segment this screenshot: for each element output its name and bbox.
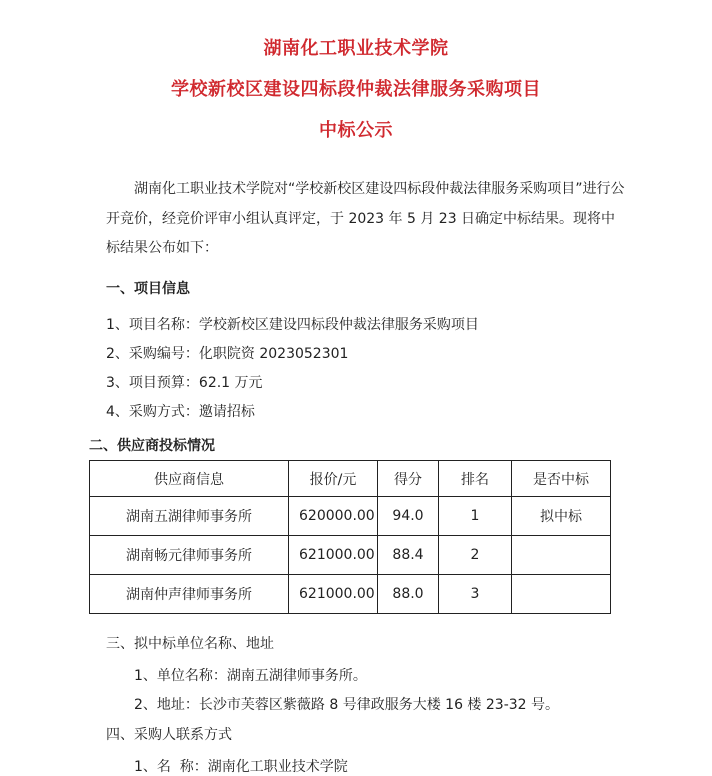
supplier-cell: 湖南畅元律师事务所: [90, 536, 289, 575]
score-cell: 88.4: [378, 536, 439, 575]
project-name-item: 1、项目名称：学校新校区建设四标段仲裁法律服务采购项目: [106, 317, 479, 333]
column-header-rank: 排名: [439, 461, 512, 497]
section1-heading: 一、项目信息: [106, 281, 190, 297]
supplier-cell: 湖南五湖律师事务所: [90, 497, 289, 536]
document-org-title: 湖南化工职业技术学院: [263, 38, 449, 59]
price-cell: 621000.00: [289, 575, 378, 614]
winner-name-item: 1、单位名称：湖南五湖律师事务所。: [134, 668, 367, 684]
section3-heading: 三、拟中标单位名称、地址: [106, 636, 274, 652]
column-header-score: 得分: [378, 461, 439, 497]
rank-cell: 3: [439, 575, 512, 614]
project-budget-item: 3、项目预算：62.1 万元: [106, 375, 263, 391]
winner-address-item: 2、地址：长沙市芙蓉区紫薇路 8 号律政服务大楼 16 楼 23-32 号。: [134, 697, 560, 713]
document-notice-title: 中标公示: [319, 120, 393, 141]
winner-cell: [512, 575, 611, 614]
column-header-winner: 是否中标: [512, 461, 611, 497]
buyer-name-item: 1、名 称：湖南化工职业技术学院: [134, 759, 348, 775]
section4-heading: 四、采购人联系方式: [106, 727, 232, 743]
document-project-title: 学校新校区建设四标段仲裁法律服务采购项目: [171, 79, 541, 100]
bid-results-table: [89, 460, 611, 614]
table-row: [90, 536, 611, 575]
price-cell: 621000.00: [289, 536, 378, 575]
winner-cell: [512, 536, 611, 575]
procurement-method-item: 4、采购方式：邀请招标: [106, 404, 255, 420]
table-row: [90, 575, 611, 614]
score-cell: 88.0: [378, 575, 439, 614]
table-row: [90, 497, 611, 536]
price-cell: 620000.00: [289, 497, 378, 536]
column-header-supplier: 供应商信息: [90, 461, 289, 497]
supplier-cell: 湖南仲声律师事务所: [90, 575, 289, 614]
intro-paragraph: [106, 175, 626, 264]
project-number-item: 2、采购编号：化职院资 2023052301: [106, 346, 349, 362]
table-header-row: [90, 461, 611, 497]
section2-heading: 二、供应商投标情况: [89, 438, 215, 454]
rank-cell: 1: [439, 497, 512, 536]
winner-cell: 拟中标: [512, 497, 611, 536]
rank-cell: 2: [439, 536, 512, 575]
score-cell: 94.0: [378, 497, 439, 536]
intro-text: 湖南化工职业技术学院对“学校新校区建设四标段仲裁法律服务采购项目”进行公开竞价，经竞价评审小组认真评定，于 2023 年 5 月 23 日确定中标结果。现将中标结果公布如下：: [106, 181, 625, 256]
column-header-price: 报价/元: [289, 461, 378, 497]
